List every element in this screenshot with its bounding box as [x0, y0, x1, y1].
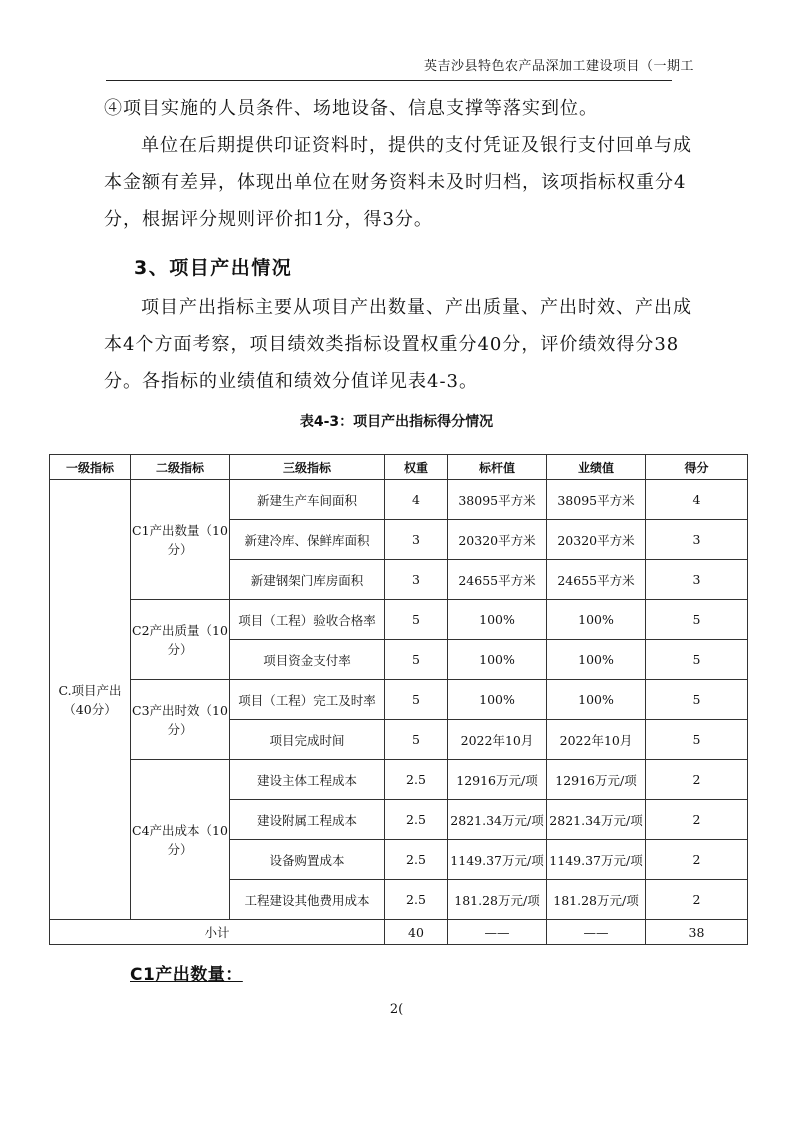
actual-cell: 2821.34万元/项 — [547, 800, 646, 840]
level2-cell: C3产出时效（10分） — [131, 680, 230, 760]
score-cell: 5 — [646, 720, 748, 760]
level3-cell: 工程建设其他费用成本 — [230, 880, 385, 920]
target-cell: 38095平方米 — [448, 480, 547, 520]
score-cell: 5 — [646, 640, 748, 680]
header-weight: 权重 — [385, 455, 448, 480]
level3-cell: 新建生产车间面积 — [230, 480, 385, 520]
score-cell: 5 — [646, 600, 748, 640]
table-row — [50, 600, 748, 640]
header-level3: 三级指标 — [230, 455, 385, 480]
paragraph-payment-evidence: 单位在后期提供印证资料时，提供的支付凭证及银行支付回单与成本金额有差异，体现出单位在财务资料未及时归档，该项指标权重分4分，根据评分规则评价扣1分，得3分。 — [104, 135, 692, 230]
output-score-table — [49, 454, 748, 945]
header-rule — [106, 80, 672, 81]
target-cell: 2022年10月 — [448, 720, 547, 760]
target-cell: 2821.34万元/项 — [448, 800, 547, 840]
header-score: 得分 — [646, 455, 748, 480]
score-cell: 5 — [646, 680, 748, 720]
header-level1: 一级指标 — [50, 455, 131, 480]
table-total-row — [50, 920, 748, 945]
level3-cell: 建设主体工程成本 — [230, 760, 385, 800]
section-heading: 3、项目产出情况 — [134, 257, 293, 279]
table-row — [50, 680, 748, 720]
paragraph-personnel: ④项目实施的人员条件、场地设备、信息支撑等落实到位。 — [104, 98, 598, 119]
running-header: 英吉沙县特色农产品深加工建设项目（一期工 — [423, 59, 694, 74]
actual-cell: 1149.37万元/项 — [547, 840, 646, 880]
actual-cell: 100% — [547, 640, 646, 680]
table-caption: 表4-3：项目产出指标得分情况 — [299, 414, 494, 430]
target-cell: 12916万元/项 — [448, 760, 547, 800]
score-cell: 2 — [646, 840, 748, 880]
table-row — [50, 480, 748, 520]
subsection-heading: C1产出数量： — [130, 965, 243, 985]
level3-cell: 建设附属工程成本 — [230, 800, 385, 840]
weight-cell: 5 — [385, 600, 448, 640]
level3-cell: 项目（工程）验收合格率 — [230, 600, 385, 640]
level2-cell: C1产出数量（10分） — [131, 480, 230, 600]
weight-cell: 3 — [385, 520, 448, 560]
weight-cell: 4 — [385, 480, 448, 520]
target-cell: 1149.37万元/项 — [448, 840, 547, 880]
score-cell: 2 — [646, 800, 748, 840]
weight-cell: 2.5 — [385, 760, 448, 800]
score-cell: 3 — [646, 520, 748, 560]
actual-cell: 12916万元/项 — [547, 760, 646, 800]
weight-cell: 5 — [385, 680, 448, 720]
score-cell: 4 — [646, 480, 748, 520]
actual-cell: 24655平方米 — [547, 560, 646, 600]
level3-cell: 项目完成时间 — [230, 720, 385, 760]
actual-cell: 181.28万元/项 — [547, 880, 646, 920]
header-level2: 二级指标 — [131, 455, 230, 480]
table-row — [50, 760, 748, 800]
table-header-row — [50, 455, 748, 480]
weight-cell: 3 — [385, 560, 448, 600]
actual-cell: 38095平方米 — [547, 480, 646, 520]
level3-cell: 项目（工程）完工及时率 — [230, 680, 385, 720]
paragraph-output-overview: 项目产出指标主要从项目产出数量、产出质量、产出时效、产出成本4个方面考察，项目绩效类指标设置权重分40分，评价绩效得分38分。各指标的业绩值和绩效分值详见表4-3。 — [104, 297, 692, 392]
header-actual: 业绩值 — [547, 455, 646, 480]
level1-cell: C.项目产出（40分） — [50, 480, 131, 920]
target-cell: 20320平方米 — [448, 520, 547, 560]
weight-cell: 2.5 — [385, 880, 448, 920]
score-cell: 3 — [646, 560, 748, 600]
header-target: 标杆值 — [448, 455, 547, 480]
level3-cell: 项目资金支付率 — [230, 640, 385, 680]
weight-cell: 2.5 — [385, 840, 448, 880]
level3-cell: 新建冷库、保鲜库面积 — [230, 520, 385, 560]
page-number: 2( — [389, 1002, 404, 1017]
score-cell: 2 — [646, 880, 748, 920]
actual-cell: 20320平方米 — [547, 520, 646, 560]
actual-cell: 100% — [547, 680, 646, 720]
score-cell: 2 — [646, 760, 748, 800]
level2-cell: C4产出成本（10分） — [131, 760, 230, 920]
actual-cell: 100% — [547, 600, 646, 640]
total-target-cell: —— — [448, 920, 547, 945]
weight-cell: 2.5 — [385, 800, 448, 840]
target-cell: 181.28万元/项 — [448, 880, 547, 920]
target-cell: 24655平方米 — [448, 560, 547, 600]
total-weight-cell: 40 — [385, 920, 448, 945]
weight-cell: 5 — [385, 640, 448, 680]
total-label-cell: 小计 — [50, 920, 385, 945]
total-actual-cell: —— — [547, 920, 646, 945]
weight-cell: 5 — [385, 720, 448, 760]
level2-cell: C2产出质量（10分） — [131, 600, 230, 680]
level3-cell: 新建钢架门库房面积 — [230, 560, 385, 600]
target-cell: 100% — [448, 680, 547, 720]
target-cell: 100% — [448, 600, 547, 640]
level3-cell: 设备购置成本 — [230, 840, 385, 880]
total-score-cell: 38 — [646, 920, 748, 945]
target-cell: 100% — [448, 640, 547, 680]
actual-cell: 2022年10月 — [547, 720, 646, 760]
